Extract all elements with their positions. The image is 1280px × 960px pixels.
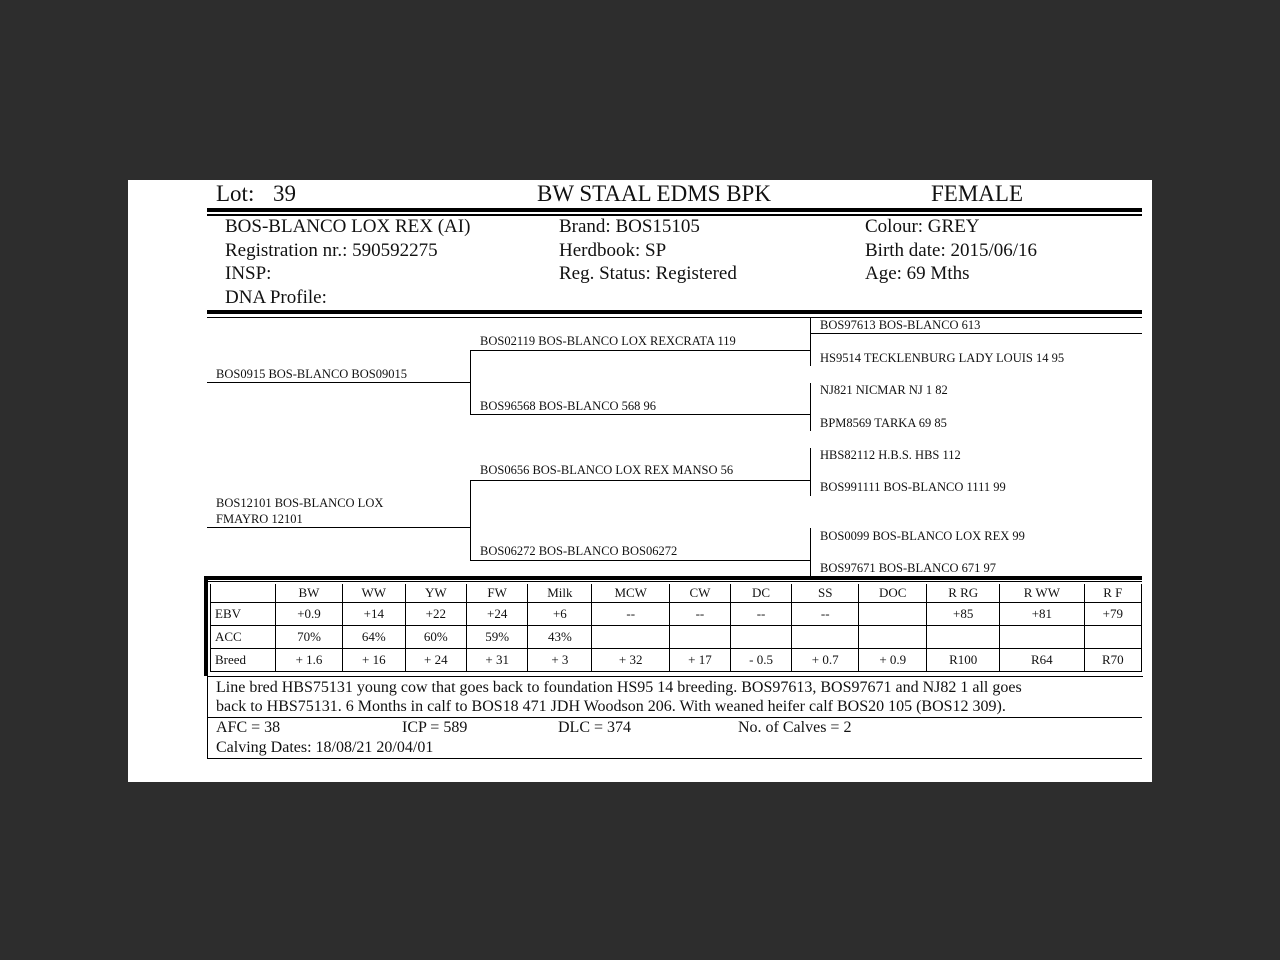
sex-label: FEMALE [931, 181, 1023, 206]
acc-cell: 43% [528, 626, 592, 649]
lot-number: 39 [273, 181, 296, 206]
ebv-cell: +79 [1084, 603, 1141, 626]
ebv-header-cell: R RG [927, 584, 1000, 603]
pedigree-bracket [810, 448, 811, 496]
acc-cell: 60% [405, 626, 466, 649]
fertility-rule [207, 717, 1142, 718]
afc-field: AFC = 38 [216, 719, 281, 736]
pedigree-line [207, 527, 470, 528]
pedigree-line [207, 382, 470, 383]
pedigree-gg-3: NJ821 NICMAR NJ 1 82 [820, 383, 948, 397]
acc-cell [669, 626, 730, 649]
catalogue-sheet [128, 180, 1152, 782]
ebv-header-cell: DC [730, 584, 791, 603]
ebv-cell [859, 603, 927, 626]
ebv-cell: +24 [467, 603, 528, 626]
info-rule-thin [207, 317, 1142, 318]
ebv-row-label: EBV [211, 603, 276, 626]
ebv-header-cell: MCW [592, 584, 670, 603]
pedigree-bracket [470, 350, 471, 415]
pedigree-gg-1: BOS97613 BOS-BLANCO 613 [820, 318, 981, 332]
breed-cell: + 32 [592, 649, 670, 672]
breed-cell: + 24 [405, 649, 466, 672]
ebv-rule-thin [204, 581, 1142, 582]
pedigree-gg-2: HS9514 TECKLENBURG LADY LOUIS 14 95 [820, 351, 1065, 365]
ebv-table [210, 584, 1142, 672]
ebv-cell: +0.9 [276, 603, 343, 626]
pedigree-gg-6: BOS991111 BOS-BLANCO 1111 99 [820, 480, 1006, 494]
acc-cell [730, 626, 791, 649]
acc-row [211, 626, 1142, 649]
breed-cell: + 1.6 [276, 649, 343, 672]
pedigree-gg-5: HBS82112 H.B.S. HBS 112 [820, 448, 961, 462]
dna-profile: DNA Profile: [225, 287, 327, 308]
pedigree-bracket [470, 480, 471, 560]
ebv-cell: +14 [342, 603, 405, 626]
calves-field: No. of Calves = 2 [738, 719, 852, 736]
breed-cell: - 0.5 [730, 649, 791, 672]
ebv-header-cell: DOC [859, 584, 927, 603]
acc-cell [792, 626, 859, 649]
ebv-header-cell: WW [342, 584, 405, 603]
pedigree-dam-sire: BOS0656 BOS-BLANCO LOX REX MANSO 56 [480, 463, 734, 477]
age-field: Age: 69 Mths [865, 263, 970, 284]
pedigree-dam-cont: FMAYRO 12101 [216, 512, 303, 526]
pedigree-bracket [810, 318, 811, 366]
breed-cell: R100 [927, 649, 1000, 672]
pedigree-bracket [810, 528, 811, 576]
breed-cell: + 3 [528, 649, 592, 672]
lot-label: Lot: [216, 181, 255, 206]
breed-cell: R70 [1084, 649, 1141, 672]
ebv-header-cell: YW [405, 584, 466, 603]
birth-date-field: Birth date: 2015/06/16 [865, 240, 1038, 261]
acc-cell [1000, 626, 1085, 649]
ebv-cell: -- [792, 603, 859, 626]
pedigree-gg-8: BOS97671 BOS-BLANCO 671 97 [820, 561, 997, 575]
info-rule-thick [207, 310, 1142, 314]
ebv-header-cell: R F [1084, 584, 1141, 603]
ebv-rule-thick [204, 576, 1142, 580]
pedigree-line [470, 480, 810, 481]
breed-row [211, 649, 1142, 672]
ebv-left-bar [204, 576, 208, 676]
pedigree-gg-7: BOS0099 BOS-BLANCO LOX REX 99 [820, 529, 1025, 543]
registration-number: Registration nr.: 590592275 [225, 240, 438, 261]
ebv-header-cell: R WW [1000, 584, 1085, 603]
breed-cell: + 16 [342, 649, 405, 672]
ebv-cell: +22 [405, 603, 466, 626]
pedigree-gg-4: BPM8569 TARKA 69 85 [820, 416, 947, 430]
pedigree-line [470, 350, 810, 351]
footer-rule [207, 758, 1142, 759]
insp-field: INSP: [225, 263, 272, 284]
pedigree-dam: BOS12101 BOS-BLANCO LOX [216, 496, 384, 510]
header-rule-thick [207, 208, 1142, 212]
fertility-left-rule [207, 717, 208, 758]
acc-cell: 59% [467, 626, 528, 649]
acc-cell: 64% [342, 626, 405, 649]
pedigree-line [810, 333, 1142, 334]
pedigree-dam-dam: BOS06272 BOS-BLANCO BOS06272 [480, 544, 678, 558]
ebv-cell: +6 [528, 603, 592, 626]
ebv-cell: -- [669, 603, 730, 626]
icp-field: ICP = 589 [402, 719, 468, 736]
acc-cell [592, 626, 670, 649]
ebv-header-cell: FW [467, 584, 528, 603]
pedigree-bracket [810, 383, 811, 431]
ebv-header-cell [211, 584, 276, 603]
acc-cell [859, 626, 927, 649]
breed-cell: + 0.9 [859, 649, 927, 672]
ebv-header-row [211, 584, 1142, 603]
notes-line-2: back to HBS75131. 6 Months in calf to BOS18 471 JDH Woodson 206. With weaned heifer calf BOS20 105 (BOS12 309). [216, 698, 1006, 715]
herdbook-field: Herdbook: SP [559, 240, 667, 261]
pedigree-sire-sire: BOS02119 BOS-BLANCO LOX REXCRATA 119 [480, 334, 736, 348]
acc-cell: 70% [276, 626, 343, 649]
ebv-row [211, 603, 1142, 626]
breed-cell: + 0.7 [792, 649, 859, 672]
seller-name: BW STAAL EDMS BPK [537, 181, 771, 206]
notes-line-1: Line bred HBS75131 young cow that goes back to foundation HS95 14 breeding. BOS97613, BOS97671 and NJ82 1 all goes [216, 679, 1022, 696]
breed-cell: + 17 [669, 649, 730, 672]
pedigree-line [470, 560, 810, 561]
animal-name: BOS-BLANCO LOX REX (AI) [225, 216, 471, 237]
colour-field: Colour: GREY [865, 216, 980, 237]
ebv-header-cell: SS [792, 584, 859, 603]
pedigree-sire: BOS0915 BOS-BLANCO BOS09015 [216, 367, 408, 381]
breed-cell: R64 [1000, 649, 1085, 672]
ebv-header-cell: CW [669, 584, 730, 603]
acc-cell [927, 626, 1000, 649]
ebv-cell: +85 [927, 603, 1000, 626]
pedigree-line [470, 414, 810, 415]
acc-cell [1084, 626, 1141, 649]
ebv-header-cell: Milk [528, 584, 592, 603]
ebv-cell: -- [730, 603, 791, 626]
reg-status-field: Reg. Status: Registered [559, 263, 737, 284]
pedigree-sire-dam: BOS96568 BOS-BLANCO 568 96 [480, 399, 657, 413]
brand-field: Brand: BOS15105 [559, 216, 700, 237]
acc-row-label: ACC [211, 626, 276, 649]
calving-dates: Calving Dates: 18/08/21 20/04/01 [216, 739, 434, 756]
breed-row-label: Breed [211, 649, 276, 672]
ebv-header-cell: BW [276, 584, 343, 603]
breed-cell: + 31 [467, 649, 528, 672]
dlc-field: DLC = 374 [558, 719, 632, 736]
ebv-cell: +81 [1000, 603, 1085, 626]
ebv-cell: -- [592, 603, 670, 626]
